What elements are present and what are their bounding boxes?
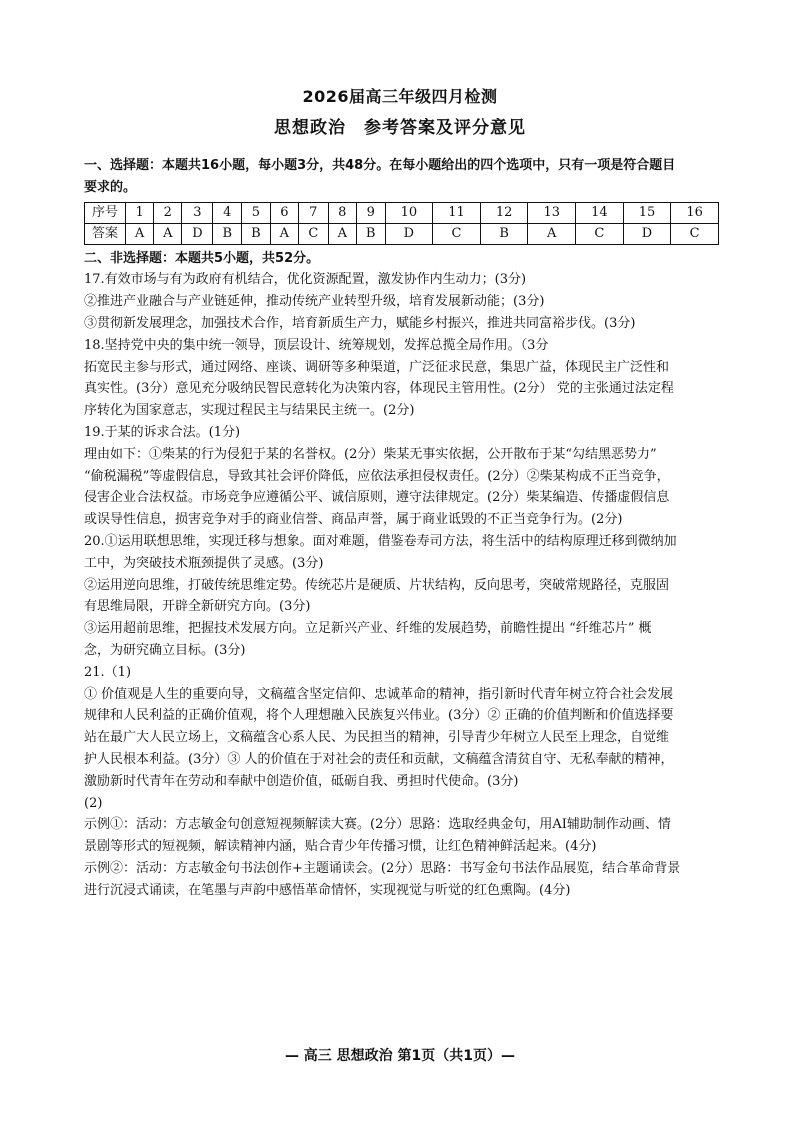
answer-cell: D <box>623 223 671 244</box>
answer-line: 示例①：活动：方志敏金句创意短视频解读大赛。(2分）思路：选取经典金句，用AI辅助制作动画、情 <box>84 817 671 833</box>
answer-cell: B <box>480 223 528 244</box>
answer-cell: C <box>433 223 481 244</box>
answer-line: 或误导性信息，损害竞争对手的商业信誉、商品声誉，属于商业诋毁的不正当竞争行为。(2分) <box>84 512 623 528</box>
answer-cell: C <box>671 223 719 244</box>
answer-cell: A <box>126 223 154 244</box>
answer-cell: B <box>242 223 271 244</box>
answer-line: 进行沉浸式诵读，在笔墨与声韵中感悟革命情怀，实现视觉与听觉的红色熏陶。(4分) <box>84 882 571 898</box>
answer-line: 景剧等形式的短视频，解读精神内涵，贴合青少年传播习惯，让红色精神鲜活起来。(4分) <box>84 839 597 855</box>
answer-line: 21.（1) <box>84 664 132 680</box>
answer-cell: C <box>298 223 328 244</box>
answer-cell: A <box>154 223 182 244</box>
question-number-cell: 11 <box>433 202 481 223</box>
question-number-cell: 16 <box>671 202 719 223</box>
answer-line: 序转化为国家意志，实现过程民主与结果民主统一。(2分) <box>84 403 415 419</box>
section2-answers <box>84 269 719 901</box>
answer-line: 17.有效市场与有为政府有机结合，优化资源配置，激发协作内生动力；(3分) <box>84 272 527 288</box>
question-number-cell: 1 <box>126 202 154 223</box>
question-number-row <box>85 202 719 223</box>
question-number-cell: 12 <box>480 202 528 223</box>
answer-line: ① 价值观是人生的重要向导，文稿蕴含坚定信仰、忠诚革命的精神，指引新时代青年树立符合社会发展 <box>84 686 674 702</box>
answer-line: 护人民根本利益。(3分）③ 人的价值在于对社会的责任和贡献，文稿蕴含清贫自守、无私奉献的精神， <box>84 751 674 767</box>
page-footer: — 高三 思想政治 第1页（共1页）— <box>284 1048 516 1064</box>
answer-content <box>84 155 719 902</box>
answer-cell: C <box>576 223 624 244</box>
question-number-cell: 3 <box>182 202 213 223</box>
answer-line: 工中，为突破技术瓶颈提供了灵感。(3分) <box>84 555 324 571</box>
answer-line: 20.①运用联想思维，实现迁移与想象。面对难题，借鉴卷寿司方法，将生活中的结构原理迁移到微纳加 <box>84 533 677 549</box>
answer-cell: A <box>528 223 576 244</box>
answer-line: (2) <box>84 795 103 811</box>
question-number-cell: 10 <box>385 202 433 223</box>
question-number-cell: 4 <box>213 202 242 223</box>
answer-cell: D <box>182 223 213 244</box>
choice-answer-table <box>84 202 719 245</box>
question-number-label: 序号 <box>85 202 126 223</box>
exam-subtitle: 思想政治 参考答案及评分意见 <box>274 118 526 138</box>
answer-line: 示例②：活动：方志敏金句书法创作+主题诵读会。(2分）思路：书写金句书法作品展览，结合革命背景 <box>84 860 681 876</box>
question-number-cell: 9 <box>356 202 385 223</box>
answer-cell: D <box>385 223 433 244</box>
section1-heading-line2: 要求的。 <box>84 179 137 195</box>
answer-line: 侵害企业合法权益。市场竞争应遵循公平、诚信原则，遵守法律规定。(2分）柴某编造、传播虚假信息 <box>84 490 670 506</box>
question-number-cell: 13 <box>528 202 576 223</box>
answer-cell: B <box>213 223 242 244</box>
section1-heading-line1: 一、选择题：本题共16小题，每小题3分，共48分。在每小题给出的四个选项中，只有一项是符合题目 <box>84 158 676 173</box>
answer-line: 站在最广大人民立场上，文稿蕴含心系人民、为民担当的精神，引导青少年树立人民至上理念，自觉维 <box>84 730 670 746</box>
answer-line: 有思维局限，开辟全新研究方向。(3分) <box>84 599 311 615</box>
answer-line: ③贯彻新发展理念，加强技术合作，培育新质生产力，赋能乡村振兴，推进共同富裕步伐。(3分) <box>84 315 636 331</box>
answer-line: 18.坚持党中央的集中统一领导，顶层设计、统筹规划，发挥总揽全局作用。（3分 <box>84 337 549 353</box>
exam-title: 2026届高三年级四月检测 <box>302 87 498 106</box>
answer-cell: B <box>356 223 385 244</box>
answer-line: 真实性。(3分）意见充分吸纳民智民意转化为决策内容，体现民主管用性。(2分） 党的主张通过法定程 <box>84 381 674 397</box>
question-number-cell: 6 <box>270 202 298 223</box>
section2-heading: 二、非选择题：本题共5小题，共52分。 <box>84 250 320 266</box>
question-number-cell: 15 <box>623 202 671 223</box>
answer-line: 理由如下：①柴某的行为侵犯于某的名誉权。(2分）柴某无事实依据，公开散布于某“勾结黑恶势力” <box>84 446 657 462</box>
answer-line: “偷税漏税”等虚假信息，导致其社会评价降低，应依法承担侵权责任。(2分）②柴某构成不正当竞争， <box>84 468 670 484</box>
answer-label: 答案 <box>85 223 126 244</box>
question-number-cell: 14 <box>576 202 624 223</box>
answer-line: 19.于某的诉求合法。(1分) <box>84 424 241 440</box>
answer-line: 拓宽民主参与形式，通过网络、座谈、调研等多种渠道，广泛征求民意，集思广益，体现民主广泛性和 <box>84 359 670 375</box>
question-number-cell: 7 <box>298 202 328 223</box>
question-number-cell: 2 <box>154 202 182 223</box>
question-number-cell: 8 <box>328 202 356 223</box>
answer-line: ③运用超前思维，把握技术发展方向。立足新兴产业、纤维的发展趋势，前瞻性提出 “纤维芯片” 概 <box>84 621 652 637</box>
answer-line: ②推进产业融合与产业链延伸，推动传统产业转型升级，培育发展新动能；(3分) <box>84 294 545 310</box>
question-number-cell: 5 <box>242 202 271 223</box>
answer-line: ②运用逆向思维，打破传统思维定势。传统芯片是硬质、片状结构，反向思考，突破常规路径，克服固 <box>84 577 670 593</box>
answer-line: 念，为研究确立目标。(3分) <box>84 642 246 658</box>
answer-row <box>85 223 719 244</box>
answer-cell: A <box>328 223 356 244</box>
answer-line: 规律和人民利益的正确价值观，将个人理想融入民族复兴伟业。(3分）② 正确的价值判断和价值选择要 <box>84 708 674 724</box>
answer-cell: A <box>270 223 298 244</box>
answer-line: 激励新时代青年在劳动和奉献中创造价值，砥砺自我、勇担时代使命。(3分) <box>84 773 519 789</box>
